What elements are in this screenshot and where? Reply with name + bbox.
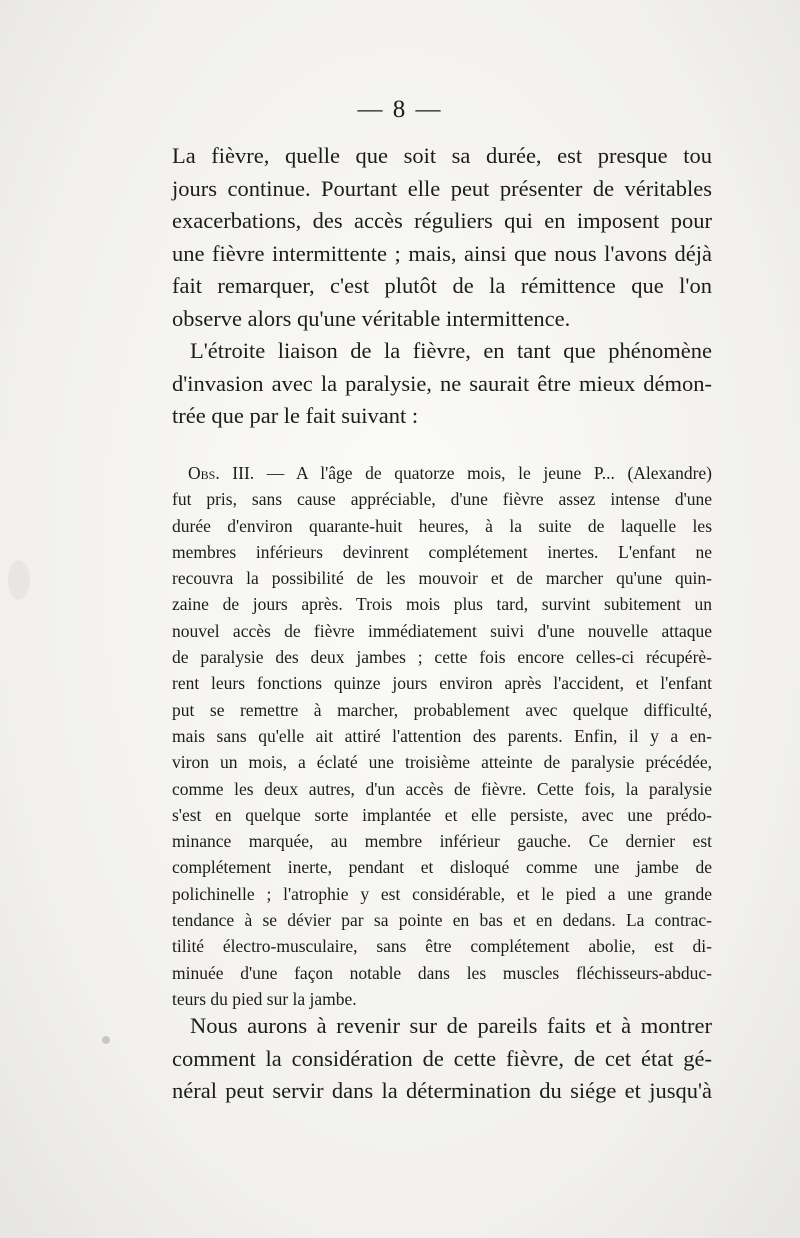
paper-speck <box>102 1036 110 1044</box>
obs-label: Obs. III. <box>188 463 255 483</box>
obs-first-line <box>172 460 712 486</box>
paragraph-1 <box>172 140 712 335</box>
text-line: fait remarquer, c'est plutôt de la rémittence que l'on <box>172 273 712 298</box>
observation-block <box>172 460 712 1012</box>
text-line: membres inférieurs devinrent complétement inertes. L'enfant ne <box>172 541 712 562</box>
text-line: Nous aurons à revenir sur de pareils faits et à montrer <box>190 1013 712 1038</box>
page-number: — 8 — <box>357 96 443 123</box>
text-line: tilité électro-musculaire, sans être complétement abolie, est di- <box>172 936 712 957</box>
text-line: durée d'environ quarante-huit heures, à la suite de laquelle les <box>172 515 712 536</box>
text-line: comme les deux autres, d'un accès de fièvre. Cette fois, la paralysie <box>172 778 712 799</box>
text-line: d'invasion avec la paralysie, ne saurait être mieux démon- <box>172 370 712 396</box>
paper-stain <box>8 560 30 600</box>
text-line: La fièvre, quelle que soit sa durée, est presque tou <box>172 143 712 168</box>
text-line: nouvel accès de fièvre immédiatement suivi d'une nouvelle attaque <box>172 620 712 641</box>
text-line: teurs du pied sur la jambe. <box>172 988 357 1009</box>
paragraph-2 <box>172 335 712 433</box>
text-line: exacerbations, des accès réguliers qui en imposent pour <box>172 208 712 233</box>
text-line: jours continue. Pourtant elle peut présenter de véritables <box>172 175 712 201</box>
text-line: tendance à se dévier par sa pointe en bas et en dedans. La contrac- <box>172 910 712 931</box>
text-line: mais sans qu'elle ait attiré l'attention des parents. Enfin, il y a en- <box>172 725 712 746</box>
text-line: rent leurs fonctions quinze jours environ après l'accident, et l'enfant <box>172 673 712 694</box>
text-line: — A l'âge de quatorze mois, le jeune P... (Alexandre) <box>254 463 712 483</box>
text-line: polichinelle ; l'atrophie y est considérable, et le pied a une grande <box>172 883 712 904</box>
text-line: observe alors qu'une véritable intermittence. <box>172 305 571 331</box>
text-line: put se remettre à marcher, probablement avec quelque difficulté, <box>172 699 712 720</box>
text-line: L'étroite liaison de la fièvre, en tant que phénomène <box>190 338 712 363</box>
text-line: minance marquée, au membre inférieur gauche. Ce dernier est <box>172 831 712 852</box>
text-line: comment la considération de cette fièvre, de cet état gé- <box>172 1045 712 1071</box>
paragraph-3 <box>172 1010 712 1108</box>
text-line: zaine de jours après. Trois mois plus tard, survint subitement un <box>172 594 712 615</box>
text-line: complétement inerte, pendant et disloqué comme une jambe de <box>172 857 712 878</box>
text-line: une fièvre intermittente ; mais, ainsi que nous l'avons déjà <box>172 240 712 266</box>
text-line: s'est en quelque sorte implantée et elle persiste, avec une prédo- <box>172 804 712 825</box>
text-line: trée que par le fait suivant : <box>172 403 419 428</box>
text-line: recouvra la possibilité de les mouvoir et de marcher qu'une quin- <box>172 568 712 589</box>
body-text-lower <box>172 1010 712 1108</box>
text-line: de paralysie des deux jambes ; cette fois encore celles-ci récupérè- <box>172 647 712 668</box>
text-line: viron un mois, a éclaté une troisième atteinte de paralysie précédée, <box>172 752 712 773</box>
body-text-upper <box>172 140 712 433</box>
text-line: minuée d'une façon notable dans les muscles fléchisseurs-abduc- <box>172 962 712 983</box>
text-line: fut pris, sans cause appréciable, d'une fièvre assez intense d'une <box>172 489 712 510</box>
text-line: néral peut servir dans la détermination du siége et jusqu'à <box>172 1078 712 1103</box>
